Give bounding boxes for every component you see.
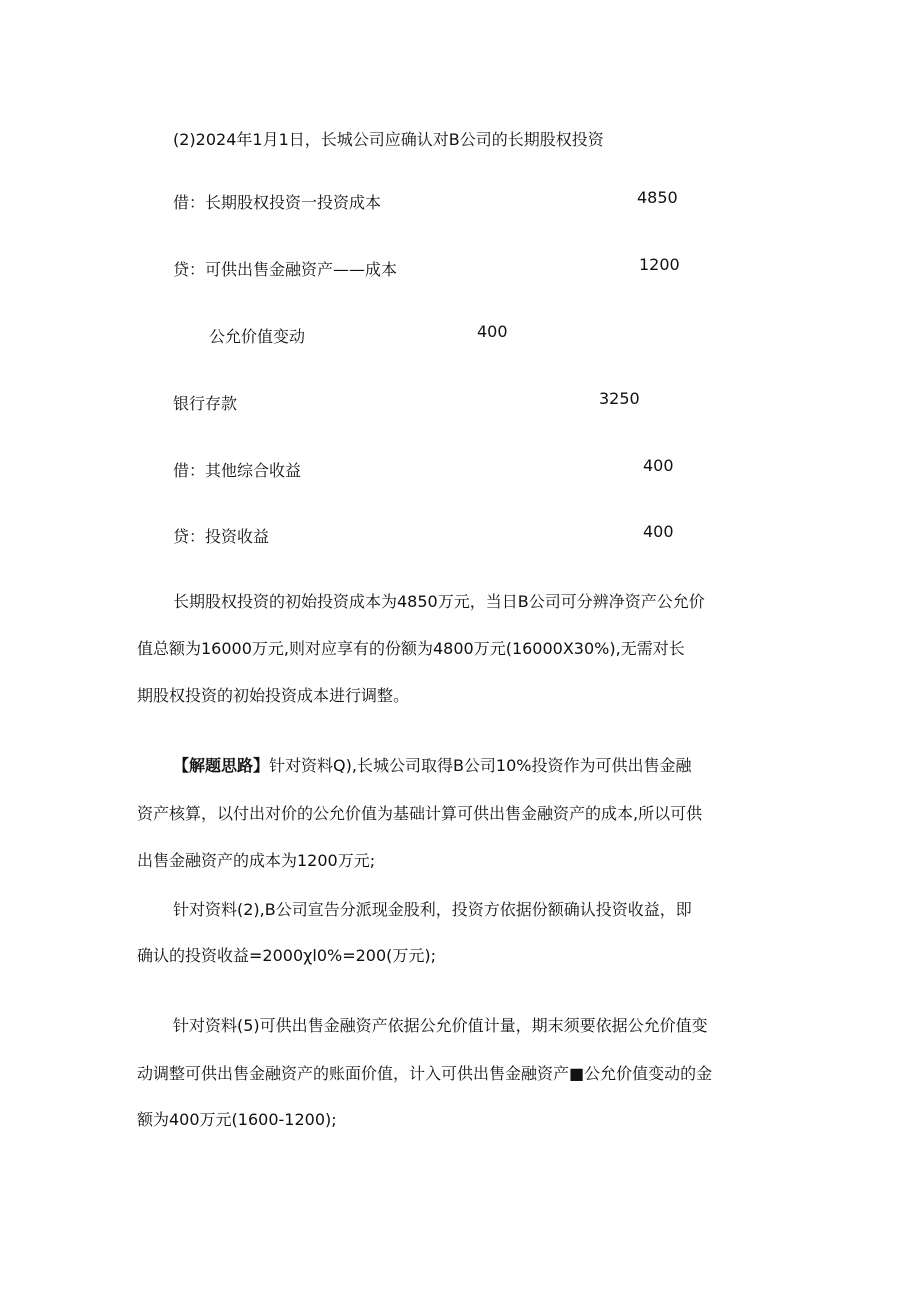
analysis-line: 针对资料(5)可供出售金融资产依据公允价值计量，期末须要依据公允价值变 xyxy=(173,1016,708,1035)
journal-line-label: 公允价值变动 xyxy=(209,327,306,346)
journal-line-amount: 3250 xyxy=(599,389,640,408)
analysis-line: 额为400万元(1600-1200); xyxy=(137,1110,337,1129)
analysis-line xyxy=(173,756,691,776)
journal-line-label: 贷：投资收益 xyxy=(173,527,270,546)
journal-line-amount: 400 xyxy=(643,522,674,541)
analysis-text: 针对资料Q),长城公司取得B公司10%投资作为可供出售金融 xyxy=(269,756,692,775)
analysis-title: 【解题思路】 xyxy=(173,756,270,775)
journal-line-amount: 4850 xyxy=(637,188,678,207)
analysis-line: 针对资料(2),B公司宣告分派现金股利，投资方依据份额确认投资收益，即 xyxy=(173,900,692,919)
journal-line-amount: 400 xyxy=(643,456,674,475)
journal-heading: (2)2024年1月1日，长城公司应确认对B公司的长期股权投资 xyxy=(173,130,604,149)
journal-line-label: 借：长期股权投资一投资成本 xyxy=(173,193,382,212)
analysis-line: 资产核算，以付出对价的公允价值为基础计算可供出售金融资产的成本,所以可供 xyxy=(137,804,703,823)
explanation-line: 期股权投资的初始投资成本进行调整。 xyxy=(137,686,410,705)
journal-line-label: 贷：可供出售金融资产——成本 xyxy=(173,260,398,279)
explanation-line: 长期股权投资的初始投资成本为4850万元，当日B公司可分辨净资产公允价 xyxy=(173,592,705,611)
analysis-line: 动调整可供出售金融资产的账面价值，计入可供出售金融资产■公允价值变动的金 xyxy=(137,1064,713,1083)
analysis-line: 确认的投资收益=2000χl0%=200(万元); xyxy=(137,946,437,965)
explanation-line: 值总额为16000万元,则对应享有的份额为4800万元(16000X30%),无需对长 xyxy=(137,639,685,658)
journal-line-label: 银行存款 xyxy=(173,394,238,413)
analysis-line: 出售金融资产的成本为1200万元; xyxy=(137,851,376,870)
journal-line-amount: 1200 xyxy=(639,255,680,274)
journal-line-label: 借：其他综合收益 xyxy=(173,461,302,480)
journal-line-amount: 400 xyxy=(477,322,508,341)
